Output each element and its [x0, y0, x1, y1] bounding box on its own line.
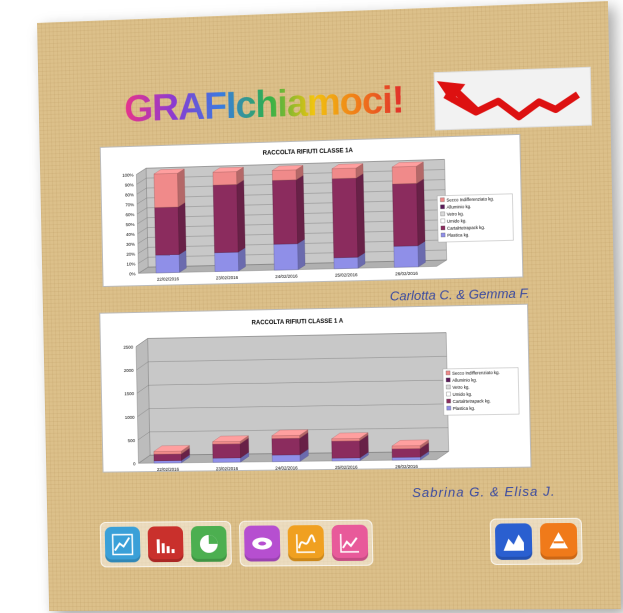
title-banner: [124, 68, 545, 142]
y-tick-label: 20%: [126, 251, 136, 257]
legend-entry: Umido kg.: [446, 218, 467, 224]
bar-side-1-2: [296, 175, 304, 243]
legend-swatch: [446, 392, 450, 396]
curve-chart-icon[interactable]: [288, 525, 325, 561]
y-tick-label: 80%: [125, 192, 134, 198]
x-tick-label: 22/02/2016: [156, 276, 180, 282]
x-tick-label: 24/02/2016: [275, 465, 298, 471]
toolbar-group-2: [239, 520, 373, 567]
bar-segment-0-2: [272, 455, 300, 462]
legend-swatch: [446, 371, 450, 375]
legend-entry: Cartalrtetrapack kg.: [452, 398, 491, 405]
chart-1-svg: [101, 135, 523, 286]
bar-segment-5-2: [272, 435, 300, 438]
legend-swatch: [440, 198, 444, 202]
x-tick-label: 26/02/2016: [395, 270, 418, 277]
paper-sheet: [37, 1, 621, 611]
y-tick-label: 100%: [122, 172, 134, 178]
bar-segment-5-0: [154, 173, 178, 207]
x-tick-label: 26/02/2016: [395, 463, 418, 470]
chart-1-title: RACCOLTA RIFIUTI CLASSE 1A: [262, 148, 353, 157]
x-tick-label: 23/02/2016: [215, 466, 239, 472]
bar-segment-1-0: [155, 207, 180, 255]
chart-2-svg: [100, 305, 530, 472]
bar-segment-1-4: [393, 183, 418, 246]
legend-swatch: [441, 219, 445, 223]
y-tick-label: 1500: [124, 391, 135, 397]
bar-side-5-0: [177, 169, 185, 207]
page-title: GRAFIchiamoci!: [123, 79, 404, 131]
legend-entry: Vetro kg.: [452, 384, 470, 390]
y-tick-label: 0%: [129, 271, 136, 277]
bar-segment-1-2: [272, 438, 300, 455]
bar-side-0-2: [298, 239, 306, 269]
legend-entry: Cartalrtetrapack kg.: [446, 224, 486, 231]
pyramid-chart-icon[interactable]: [540, 523, 578, 560]
x-tick-label: 23/02/2016: [215, 274, 239, 281]
y-tick-label: 30%: [126, 241, 135, 247]
bar-segment-0-4: [394, 246, 419, 268]
chart-type-toolbar: [92, 518, 573, 566]
legend-entry: Umido kg.: [452, 391, 473, 397]
red-rising-arrow-icon: [434, 67, 592, 131]
y-tick-label: 60%: [125, 212, 135, 218]
y-tick-label: 2000: [123, 367, 134, 374]
bar-segment-5-2: [272, 170, 296, 181]
legend-swatch: [446, 385, 450, 389]
legend-entry: Vetro kg.: [446, 211, 464, 217]
toolbar-group-3: [490, 518, 583, 565]
bar-segment-5-1: [213, 172, 237, 186]
legend-entry: Plastica kg.: [447, 232, 470, 238]
y-tick-label: 2500: [123, 344, 134, 350]
bar-segment-0-0: [156, 255, 180, 273]
bar-segment-1-1: [213, 184, 238, 252]
bar-side-1-4: [417, 179, 425, 246]
y-tick-label: 10%: [126, 261, 136, 267]
x-tick-label: 25/02/2016: [334, 272, 358, 278]
y-tick-label: 40%: [125, 231, 135, 238]
area-chart-icon[interactable]: [495, 523, 533, 560]
legend-swatch: [441, 212, 445, 216]
bar-chart-icon[interactable]: [148, 526, 184, 562]
line-chart-icon[interactable]: [105, 527, 141, 563]
bar-segment-0-1: [215, 252, 239, 271]
legend-entry: Alluminio kg.: [446, 203, 472, 210]
x-tick-label: 25/02/2016: [334, 464, 358, 470]
bar-segment-1-2: [272, 180, 297, 244]
pie-chart-icon[interactable]: [191, 526, 227, 562]
bar-segment-1-3: [332, 441, 360, 458]
x-tick-label: 24/02/2016: [275, 273, 298, 280]
bar-segment-1-1: [213, 444, 241, 458]
legend-entry: Secco Indifferenziato kg.: [446, 196, 495, 203]
bar-segment-0-2: [274, 244, 298, 271]
bar-segment-1-3: [332, 178, 358, 258]
y-tick-label: 500: [127, 437, 136, 444]
y-tick-label: 90%: [124, 182, 134, 188]
toolbar-group-1: [100, 521, 232, 568]
legend-swatch: [447, 406, 451, 410]
bar-segment-0-1: [213, 458, 241, 463]
y-tick-label: 1000: [124, 414, 135, 420]
legend-swatch: [446, 378, 450, 382]
bar-side-1-0: [178, 203, 186, 255]
bar-segment-5-4: [392, 446, 420, 449]
chart-1-authors: Carlotta C. & Gemma F.: [389, 285, 530, 304]
bar-segment-5-4: [392, 166, 417, 184]
chart-2-title: RACCOLTA RIFIUTI CLASSE 1 A: [251, 318, 344, 327]
plot-side-wall: [136, 338, 150, 463]
chart-2-authors: Sabrina G. & Elisa J.: [411, 483, 556, 501]
legend-swatch: [447, 399, 451, 403]
y-tick-label: 0: [133, 461, 136, 467]
bar-segment-5-0: [154, 451, 182, 454]
legend-swatch: [441, 233, 445, 237]
chart-classe-1a-kg: [99, 304, 531, 473]
chart-classe-1a-percent: [100, 134, 524, 287]
legend-entry: Plastica kg.: [452, 405, 476, 412]
legend-swatch: [441, 226, 445, 230]
bar-segment-0-3: [334, 257, 358, 269]
y-tick-label: 50%: [125, 221, 135, 228]
bar-segment-1-4: [392, 448, 420, 457]
bar-segment-1-0: [154, 454, 182, 461]
legend-entry: Secco Indifferenziato kg.: [452, 369, 500, 376]
bar-segment-5-3: [332, 168, 356, 179]
y-tick-label: 70%: [125, 202, 135, 208]
legend-swatch: [440, 205, 444, 209]
bar-side-1-1: [237, 180, 245, 252]
donut-chart-icon[interactable]: [244, 525, 280, 561]
trend-chart-icon[interactable]: [331, 525, 368, 561]
x-tick-label: 22/02/2016: [156, 466, 180, 472]
legend-entry: Alluminio kg.: [452, 377, 477, 383]
